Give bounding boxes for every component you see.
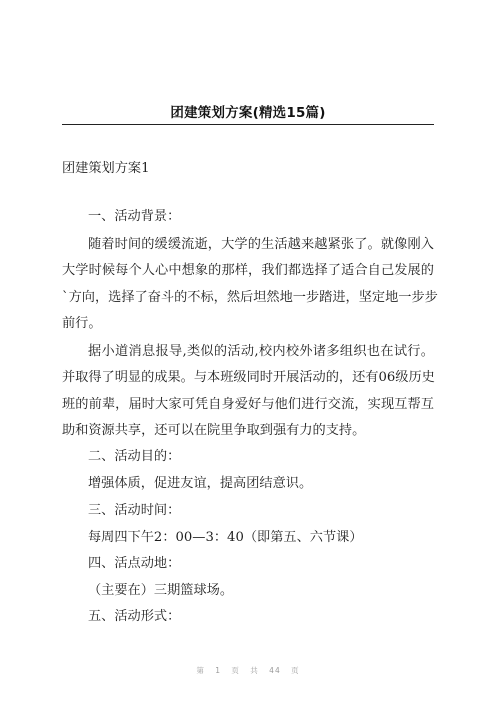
paragraph-line: 班的前辈，届时大家可凭自身爱好与他们进行交流，实现互帮互 — [62, 397, 434, 412]
heading-purpose: 二、活动目的： — [88, 449, 181, 464]
page-footer: 第 1 页 共 44 页 — [196, 666, 300, 675]
paragraph-line: 助和资源共享，还可以在院里争取到强有力的支持。 — [62, 423, 366, 438]
heading-format: 五、活动形式： — [88, 609, 181, 624]
paragraph-line: 并取得了明显的成果。与本班级同时开展活动的，还有06级历史 — [62, 370, 435, 385]
paragraph-line: `方向，选择了奋斗的不标，然后坦然地一步踏进，坚定地一步步 — [62, 290, 438, 305]
header-divider — [62, 124, 434, 125]
paragraph-line: 随着时间的缓缓流逝，大学的生活越来越紧张了。就像刚入 — [88, 237, 434, 252]
paragraph-line: 据小道消息报导,类似的活动,校内校外诸多组织也在试行。 — [88, 344, 434, 359]
paragraph-line: 每周四下午2：00—3：40（即第五、六节课） — [88, 530, 363, 545]
paragraph-line: 大学时候每个人心中想象的那样，我们都选择了适合自己发展的 — [62, 263, 434, 278]
document-header-title: 团建策划方案(精选15篇) — [170, 105, 326, 121]
heading-location: 四、活点动地： — [88, 556, 181, 571]
heading-background: 一、活动背景： — [88, 209, 181, 224]
paragraph-line: 前行。 — [62, 316, 102, 331]
heading-time: 三、活动时间： — [88, 503, 181, 518]
paragraph-line: 增强体质，促进友谊，提高团结意识。 — [88, 476, 313, 491]
paragraph-line: （主要在）三期篮球场。 — [88, 583, 234, 598]
section-title: 团建策划方案1 — [62, 161, 150, 176]
